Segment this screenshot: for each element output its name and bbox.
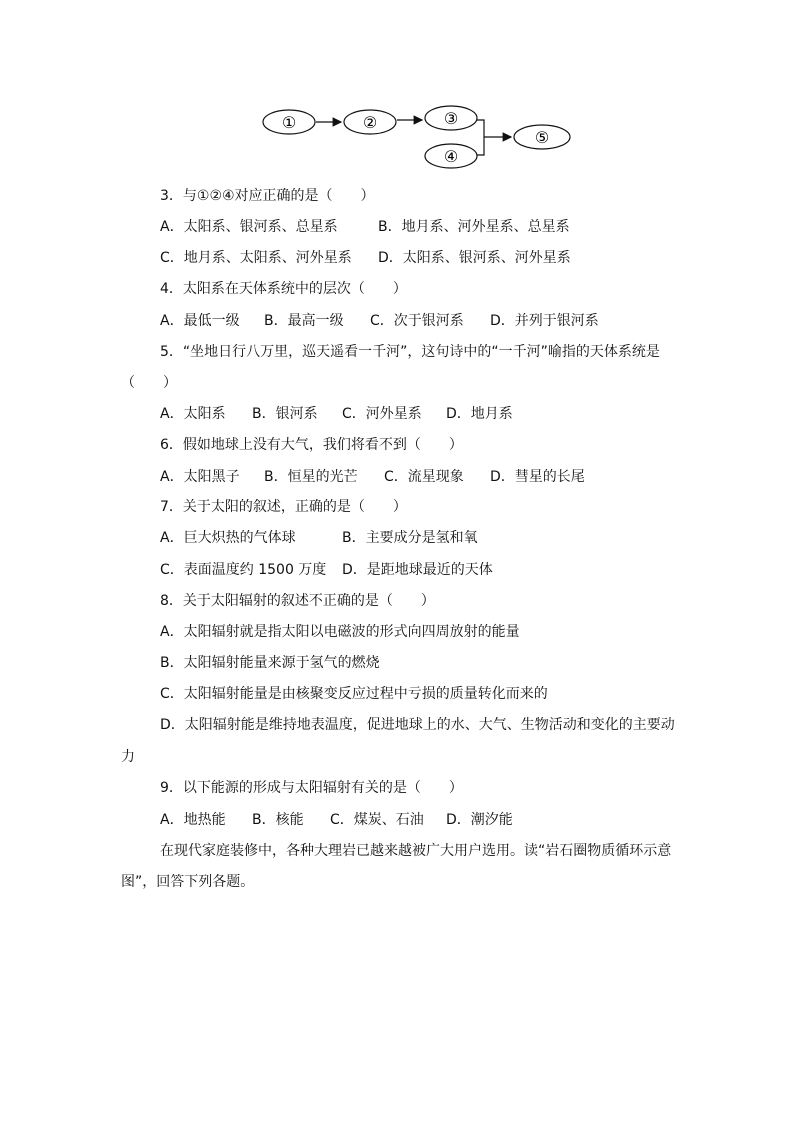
question-8-option-a: A．太阳辐射就是指太阳以电磁波的形式向四周放射的能量: [160, 624, 520, 640]
question-7-option-c: C．表面温度约 1500 万度: [160, 562, 327, 578]
question-9-option-a: A．地热能: [160, 812, 226, 828]
question-9-stem: 9．以下能源的形成与太阳辐射有关的是（ ）: [160, 780, 463, 796]
diagram-node-4-label: ④: [443, 147, 459, 166]
question-8-option-c: C．太阳辐射能量是由核聚变反应过程中亏损的质量转化而来的: [160, 686, 548, 702]
question-7-option-b: B．主要成分是氢和氧: [342, 530, 478, 546]
question-3-stem: 3．与①②④对应正确的是（ ）: [160, 188, 375, 204]
diagram-bracket: [477, 120, 484, 155]
question-9-option-c: C．煤炭、石油: [330, 812, 424, 828]
diagram-node-1-label: ①: [281, 113, 297, 132]
diagram-node-2-label: ②: [362, 113, 378, 132]
intro-paragraph-line2: 图”，回答下列各题。: [121, 874, 255, 890]
question-3-option-c: C．地月系、太阳系、河外星系: [160, 250, 352, 266]
question-5-option-d: D．地月系: [446, 406, 513, 422]
diagram-node-5: [514, 125, 570, 149]
question-4-option-b: B．最高一级: [264, 313, 344, 329]
question-3-option-d: D．太阳系、银河系、河外星系: [378, 250, 571, 266]
diagram-node-3-label: ③: [443, 109, 459, 128]
question-6-option-c: C．流星现象: [384, 469, 464, 485]
question-5-stem-line1: 5．“坐地日行八万里，巡天遥看一千河”，这句诗中的“一千河”喻指的天体系统是: [160, 344, 660, 360]
question-9-option-d: D．潮汐能: [446, 812, 513, 828]
question-5-stem-line2: （ ）: [121, 375, 177, 391]
question-5-option-b: B．银河系: [252, 406, 318, 422]
question-5-option-c: C．河外星系: [342, 406, 422, 422]
question-7-stem: 7．关于太阳的叙述，正确的是（ ）: [160, 499, 407, 515]
diagram-node-5-label: ⑤: [534, 128, 550, 147]
question-8-option-d: D．太阳辐射能是维持地表温度，促进地球上的水、大气、生物活动和变化的主要动: [160, 717, 675, 733]
celestial-system-flow-diagram: [255, 100, 585, 178]
diagram-node-2: [344, 110, 396, 134]
question-4-option-c: C．次于银河系: [370, 313, 464, 329]
question-4-stem: 4．太阳系在天体系统中的层次（ ）: [160, 281, 407, 297]
diagram-node-4: [425, 144, 477, 168]
question-6-option-b: B．恒星的光芒: [264, 469, 358, 485]
intro-paragraph-line1: 在现代家庭装修中，各种大理岩已越来越被广大用户选用。读“岩石圈物质循环示意: [160, 843, 672, 859]
question-8-stem: 8．关于太阳辐射的叙述不正确的是（ ）: [160, 593, 435, 609]
question-8-option-b: B．太阳辐射能量来源于氢气的燃烧: [160, 655, 380, 671]
question-7-option-d: D．是距地球最近的天体: [342, 562, 493, 578]
question-3-option-a: A．太阳系、银河系、总星系: [160, 219, 338, 235]
diagram-node-3: [425, 106, 477, 130]
question-6-option-d: D．彗星的长尾: [490, 469, 585, 485]
question-7-option-a: A．巨大炽热的气体球: [160, 530, 296, 546]
diagram-node-1: [263, 110, 315, 134]
question-9-option-b: B．核能: [252, 812, 304, 828]
question-3-option-b: B．地月系、河外星系、总星系: [378, 219, 570, 235]
question-8-option-d-continued: 力: [121, 749, 135, 765]
question-5-option-a: A．太阳系: [160, 406, 226, 422]
question-6-option-a: A．太阳黑子: [160, 469, 240, 485]
question-4-option-a: A．最低一级: [160, 313, 240, 329]
question-6-stem: 6．假如地球上没有大气，我们将看不到（ ）: [160, 437, 463, 453]
question-4-option-d: D．并列于银河系: [490, 313, 599, 329]
